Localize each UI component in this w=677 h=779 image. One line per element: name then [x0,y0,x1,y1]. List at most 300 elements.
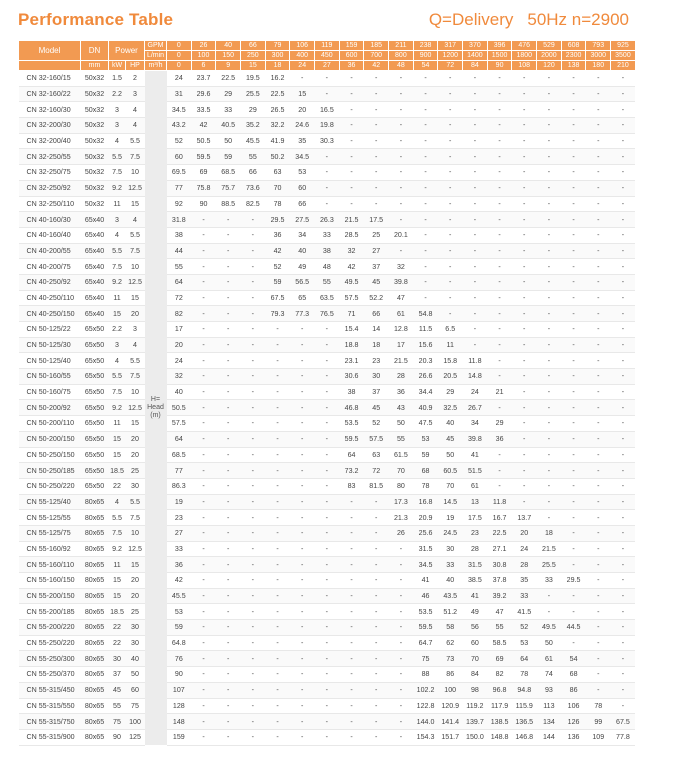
cell-model: CN 50-200/150 [19,431,81,447]
cell-head-value: - [389,604,414,620]
cell-head-value: - [315,557,340,573]
cell-hp: 10 [126,525,145,541]
table-row [19,510,636,526]
cell-head-value: - [364,604,389,620]
cell-head-value: 44 [167,243,192,259]
cell-head-value: 86 [438,667,463,683]
label-hp-unit: HP [126,61,145,71]
frequency-label: 50Hz n=2900 [527,10,629,29]
cell-head-value: 117.9 [487,698,512,714]
cell-kw: 7.5 [109,165,126,181]
cell-head-value: - [512,274,537,290]
cell-head-value: - [413,180,438,196]
delivery-label: Q=Delivery [428,10,514,29]
cell-head-value: - [463,259,488,275]
cell-head-value: - [265,416,290,432]
cell-hp: 12.5 [126,274,145,290]
cell-head-value: - [487,102,512,118]
cell-head-value: - [216,400,241,416]
cell-head-value: - [611,322,636,338]
cell-head-value: - [216,588,241,604]
cell-head-value: 150.0 [463,729,488,745]
cell-head-value: 33 [315,227,340,243]
cell-head-value: - [463,133,488,149]
table-row [19,353,636,369]
cell-head-value: 41.5 [512,604,537,620]
cell-head-value: 55 [167,259,192,275]
cell-head-value: - [487,165,512,181]
cell-head-value: 29.5 [265,212,290,228]
cell-head-value: - [241,620,266,636]
cell-head-value: 38 [315,243,340,259]
cell-head-value: 55 [487,620,512,636]
cell-head-value: 53 [512,635,537,651]
cell-head-value: - [512,478,537,494]
cell-head-value: 11.5 [413,322,438,338]
table-row [19,588,636,604]
cell-dn: 80x65 [81,651,109,667]
cell-model: CN 32-250/92 [19,180,81,196]
cell-kw: 5.5 [109,369,126,385]
cell-head-value: - [339,180,364,196]
cell-head-value: - [191,416,216,432]
cell-head-value: 17.3 [389,494,414,510]
cell-head-value: - [389,243,414,259]
cell-head-value: - [438,290,463,306]
cell-head-value: - [364,698,389,714]
label-m3h: m³/h [145,61,167,71]
flow-lmin-13: 1500 [487,51,512,61]
cell-head-value: - [191,494,216,510]
cell-head-value: 33.5 [191,102,216,118]
cell-head-value: - [216,620,241,636]
cell-head-value: - [315,667,340,683]
cell-head-value: - [537,463,562,479]
cell-head-value: - [586,259,611,275]
flow-lmin-15: 2000 [537,51,562,61]
cell-head-value: - [191,635,216,651]
cell-head-value: - [315,682,340,698]
cell-hp: 40 [126,651,145,667]
cell-head-value: - [364,525,389,541]
flow-m3h-3: 15 [241,61,266,71]
flow-m3h-8: 42 [364,61,389,71]
cell-head-value: - [561,494,586,510]
cell-model: CN 50-250/150 [19,447,81,463]
cell-head-value: - [191,447,216,463]
flow-lmin-7: 600 [339,51,364,61]
flow-m3h-13: 90 [487,61,512,71]
flow-lmin-11: 1200 [438,51,463,61]
cell-head-value: 44.5 [561,620,586,636]
cell-head-value: - [512,243,537,259]
cell-head-value: - [216,290,241,306]
cell-kw: 15 [109,573,126,589]
cell-kw: 30 [109,651,126,667]
cell-model: CN 32-250/110 [19,196,81,212]
cell-head-value: - [413,290,438,306]
cell-head-value: 18 [364,337,389,353]
cell-head-value: - [561,525,586,541]
cell-head-value: - [290,369,315,385]
cell-hp: 60 [126,682,145,698]
cell-dn: 80x65 [81,729,109,745]
cell-head-value: 148.8 [487,729,512,745]
cell-head-value: - [191,400,216,416]
flow-lmin-4: 300 [265,51,290,61]
cell-head-value: - [364,102,389,118]
cell-head-value: 63 [364,447,389,463]
cell-head-value: 23.1 [339,353,364,369]
cell-head-value: 94.8 [512,682,537,698]
cell-head-value: 134 [537,714,562,730]
table-row [19,494,636,510]
cell-kw: 15 [109,588,126,604]
cell-head-value: 136.5 [512,714,537,730]
cell-dn: 65x40 [81,259,109,275]
cell-hp: 10 [126,165,145,181]
cell-head-value: 81.5 [364,478,389,494]
cell-head-value: - [241,227,266,243]
flow-gpm-0: 0 [167,41,192,51]
cell-head-value: 55 [315,274,340,290]
cell-head-value: - [216,431,241,447]
cell-kw: 4 [109,494,126,510]
cell-head-value: - [561,290,586,306]
cell-head-value: 141.4 [438,714,463,730]
cell-head-value: 53 [413,431,438,447]
cell-head-value: - [265,682,290,698]
cell-head-value: - [364,165,389,181]
cell-head-value: - [512,431,537,447]
cell-head-value: - [315,180,340,196]
cell-head-value: 24 [463,384,488,400]
cell-head-value: 77 [167,463,192,479]
cell-head-value: - [339,102,364,118]
table-row [19,102,636,118]
table-row [19,635,636,651]
cell-hp: 75 [126,698,145,714]
cell-head-value: - [216,667,241,683]
cell-head-value: - [611,290,636,306]
cell-head-value: - [611,133,636,149]
cell-head-value: 76.5 [315,306,340,322]
performance-table [18,40,636,746]
flow-lmin-5: 400 [290,51,315,61]
flow-lmin-8: 700 [364,51,389,61]
cell-head-value: - [290,525,315,541]
cell-dn: 80x65 [81,635,109,651]
cell-model: CN 55-200/220 [19,620,81,636]
cell-head-value: - [191,463,216,479]
flow-m3h-16: 138 [561,61,586,71]
cell-kw: 4 [109,133,126,149]
cell-head-value: 119.2 [463,698,488,714]
cell-head-value: 52 [167,133,192,149]
cell-head-value: - [364,573,389,589]
cell-head-value: - [463,71,488,87]
cell-head-value: - [537,369,562,385]
cell-head-value: 57.5 [364,431,389,447]
cell-head-value: 38 [167,227,192,243]
cell-head-value: 75.8 [191,180,216,196]
cell-head-value: - [389,651,414,667]
cell-head-value: - [216,369,241,385]
cell-head-value: - [216,227,241,243]
cell-head-value: 60 [463,635,488,651]
cell-head-value: - [537,71,562,87]
cell-head-value: - [413,243,438,259]
flow-gpm-7: 159 [339,41,364,51]
flow-m3h-12: 84 [463,61,488,71]
cell-head-value: - [586,165,611,181]
col-power: Power [109,41,145,61]
cell-head-value: 61.5 [389,447,414,463]
cell-head-value: - [561,165,586,181]
flow-lmin-6: 450 [315,51,340,61]
cell-head-value: 144 [537,729,562,745]
cell-head-value: - [364,588,389,604]
table-row [19,149,636,165]
cell-head-value: - [512,337,537,353]
cell-head-value: 22.5 [265,86,290,102]
cell-head-value: - [241,478,266,494]
cell-head-value: 43.2 [167,118,192,134]
cell-head-value: - [561,400,586,416]
cell-head-value: - [512,212,537,228]
cell-kw: 5.5 [109,510,126,526]
flow-gpm-14: 476 [512,41,537,51]
cell-head-value: - [561,447,586,463]
cell-head-value: 34.5 [167,102,192,118]
table-row [19,573,636,589]
col-model: Model [19,41,81,61]
cell-head-value: - [216,682,241,698]
cell-head-value: 74 [537,667,562,683]
cell-head-value: - [611,510,636,526]
cell-head-value: 32 [167,369,192,385]
cell-head-value: - [413,227,438,243]
flow-m3h-14: 108 [512,61,537,71]
cell-head-value: - [191,212,216,228]
cell-head-value: - [512,259,537,275]
cell-head-value: - [537,118,562,134]
cell-head-value: - [487,196,512,212]
cell-head-value: 61 [537,651,562,667]
cell-head-value: 21.5 [537,541,562,557]
cell-head-value: - [611,698,636,714]
cell-head-value: 45 [364,400,389,416]
cell-hp: 25 [126,463,145,479]
cell-head-value: 59 [216,149,241,165]
cell-head-value: 48 [315,259,340,275]
cell-head-value: - [537,165,562,181]
cell-head-value: - [586,557,611,573]
cell-head-value: 40 [167,384,192,400]
cell-head-value: 40 [438,573,463,589]
cell-model: CN 55-315/550 [19,698,81,714]
cell-head-value: - [413,212,438,228]
cell-head-value: - [339,494,364,510]
cell-model: CN 55-125/40 [19,494,81,510]
cell-head-value: 33 [216,102,241,118]
flow-lmin-17: 3000 [586,51,611,61]
cell-head-value: - [413,118,438,134]
cell-head-value: 30.3 [315,133,340,149]
cell-head-value: - [290,667,315,683]
cell-head-value: - [290,541,315,557]
cell-head-value: 86 [561,682,586,698]
cell-head-value: - [561,102,586,118]
cell-head-value: - [315,651,340,667]
cell-head-value: - [216,510,241,526]
cell-head-value: 47 [487,604,512,620]
cell-head-value: - [487,71,512,87]
cell-head-value: 24.5 [438,525,463,541]
cell-head-value: - [586,667,611,683]
cell-head-value: 43.5 [438,588,463,604]
cell-head-value: - [611,667,636,683]
flow-m3h-0: 0 [167,61,192,71]
cell-head-value: - [339,714,364,730]
cell-dn: 65x40 [81,212,109,228]
cell-head-value: 70 [463,651,488,667]
cell-head-value: - [389,212,414,228]
cell-head-value: - [191,478,216,494]
cell-head-value: - [512,306,537,322]
cell-head-value: - [265,337,290,353]
cell-head-value: - [463,274,488,290]
cell-head-value: 109 [586,729,611,745]
cell-head-value: - [315,447,340,463]
table-row [19,384,636,400]
cell-kw: 11 [109,557,126,573]
cell-head-value: - [290,573,315,589]
cell-head-value: - [611,400,636,416]
cell-head-value: - [191,541,216,557]
cell-head-value: 15.4 [339,322,364,338]
cell-head-value: 55 [241,149,266,165]
cell-head-value: 72 [364,463,389,479]
cell-head-value: 56.5 [290,274,315,290]
cell-head-value: - [364,682,389,698]
cell-head-value: 17 [389,337,414,353]
cell-head-value: - [265,478,290,494]
cell-hp: 100 [126,714,145,730]
table-row [19,243,636,259]
cell-head-value: - [241,243,266,259]
cell-head-value: - [364,71,389,87]
cell-head-value: 122.8 [413,698,438,714]
cell-head-value: 22.5 [216,71,241,87]
cell-head-value: - [241,353,266,369]
cell-head-value: 68 [413,463,438,479]
cell-head-value: 64 [339,447,364,463]
cell-head-value: 42 [191,118,216,134]
cell-head-value: - [512,447,537,463]
flow-lmin-14: 1800 [512,51,537,61]
cell-head-value: - [537,478,562,494]
cell-head-value: - [611,165,636,181]
flow-lmin-3: 250 [241,51,266,61]
cell-model: CN 50-125/40 [19,353,81,369]
cell-head-value: - [241,416,266,432]
cell-head-value: 40.9 [413,400,438,416]
table-row [19,447,636,463]
cell-head-value: 31.5 [413,541,438,557]
cell-head-value: - [586,133,611,149]
cell-head-value: - [413,196,438,212]
cell-head-value: 17 [167,322,192,338]
cell-head-value: - [487,337,512,353]
cell-kw: 9.2 [109,180,126,196]
cell-head-value: - [512,180,537,196]
flow-m3h-17: 180 [586,61,611,71]
cell-head-value: 20 [512,525,537,541]
cell-hp: 15 [126,557,145,573]
cell-head-value: - [611,71,636,87]
cell-head-value: - [216,337,241,353]
cell-head-value: 61 [463,478,488,494]
cell-head-value: - [438,180,463,196]
cell-head-value: - [611,478,636,494]
cell-head-value: 52 [364,416,389,432]
cell-hp: 4 [126,118,145,134]
cell-head-value: - [487,180,512,196]
flow-lmin-18: 3500 [611,51,636,61]
cell-head-value: - [191,510,216,526]
cell-model: CN 55-160/150 [19,573,81,589]
cell-head-value: 54.8 [413,306,438,322]
cell-model: CN 50-200/92 [19,400,81,416]
flow-m3h-11: 72 [438,61,463,71]
cell-head-value: 96.8 [487,682,512,698]
cell-head-value: - [265,369,290,385]
cell-head-value: 25.6 [413,525,438,541]
cell-head-value: - [315,510,340,526]
cell-head-value: - [586,620,611,636]
cell-head-value: - [413,86,438,102]
cell-head-value: - [389,573,414,589]
cell-head-value: - [438,71,463,87]
cell-head-value: - [438,133,463,149]
cell-head-value: 29 [438,384,463,400]
cell-head-value: - [586,369,611,385]
cell-head-value: 99 [586,714,611,730]
cell-head-value: - [191,337,216,353]
cell-head-value: - [241,714,266,730]
cell-head-value: 36 [167,557,192,573]
flow-m3h-15: 120 [537,61,562,71]
cell-head-value: 88 [413,667,438,683]
cell-head-value: 24 [167,353,192,369]
cell-head-value: 59 [167,620,192,636]
cell-head-value: - [339,667,364,683]
cell-head-value: 82 [167,306,192,322]
cell-head-value: - [561,384,586,400]
cell-kw: 1.5 [109,71,126,87]
cell-head-value: - [191,557,216,573]
cell-head-value: 15 [290,86,315,102]
cell-head-value: - [290,322,315,338]
cell-head-value: - [339,573,364,589]
cell-head-value: - [561,416,586,432]
cell-head-value: - [463,306,488,322]
cell-dn: 65x50 [81,400,109,416]
cell-kw: 15 [109,447,126,463]
cell-head-value: - [216,212,241,228]
table-row [19,165,636,181]
